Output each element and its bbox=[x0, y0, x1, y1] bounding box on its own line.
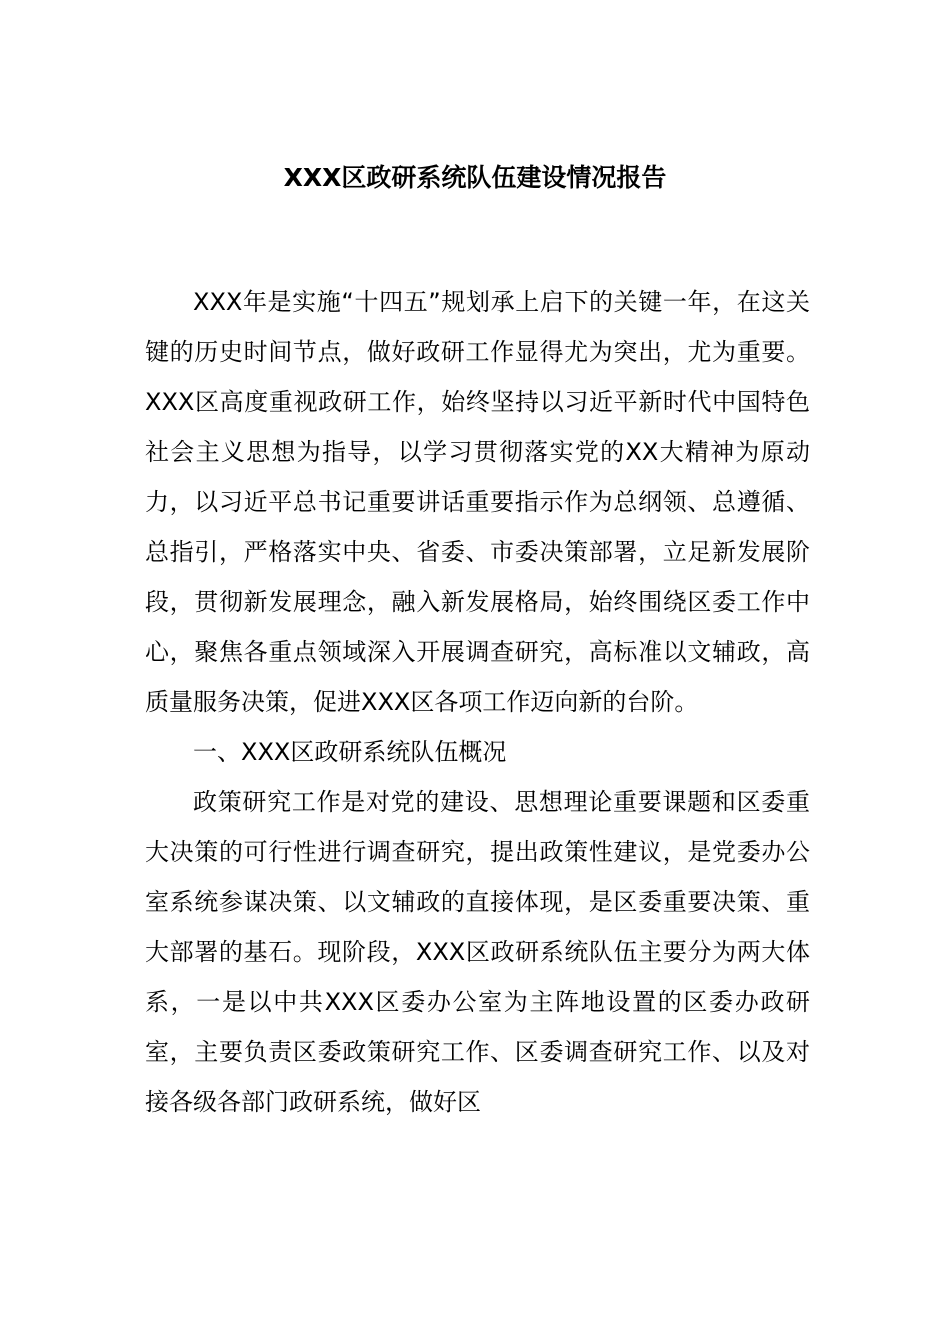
document-title: XXX区政研系统队伍建设情况报告 bbox=[283, 163, 667, 192]
document-body bbox=[145, 277, 810, 1127]
paragraph-section-1: 政策研究工作是对党的建设、思想理论重要课题和区委重大决策的可行性进行调查研究，提出政策性建议，是党委办公室系统参谋决策、以文辅政的直接体现，是区委重要决策、重大部署的基石。现阶段，XXX区政研系统队伍主要分为两大体系，一是以中共XXX区委办公室为主阵地设置的区委办政研室，主要负责区委政策研究工作、区委调查研究工作、以及对接各级各部门政研系统，做好区 bbox=[145, 788, 810, 1116]
paragraph-intro: XXX年是实施“十四五”规划承上启下的关键一年，在这关键的历史时间节点，做好政研工作显得尤为突出，尤为重要。XXX区高度重视政研工作，始终坚持以习近平新时代中国特色社会主义思想为指导，以学习贯彻落实党的XX大精神为原动力，以习近平总书记重要讲话重要指示作为总纲领、总遵循、总指引，严格落实中央、省委、市委决策部署，立足新发展阶段，贯彻新发展理念，融入新发展格局，始终围绕区委工作中心，聚焦各重点领域深入开展调查研究，高标准以文辅政，高质量服务决策，促进XXX区各项工作迈向新的台阶。 bbox=[145, 288, 810, 716]
section-heading-1: 一、XXX区政研系统队伍概况 bbox=[193, 738, 507, 766]
